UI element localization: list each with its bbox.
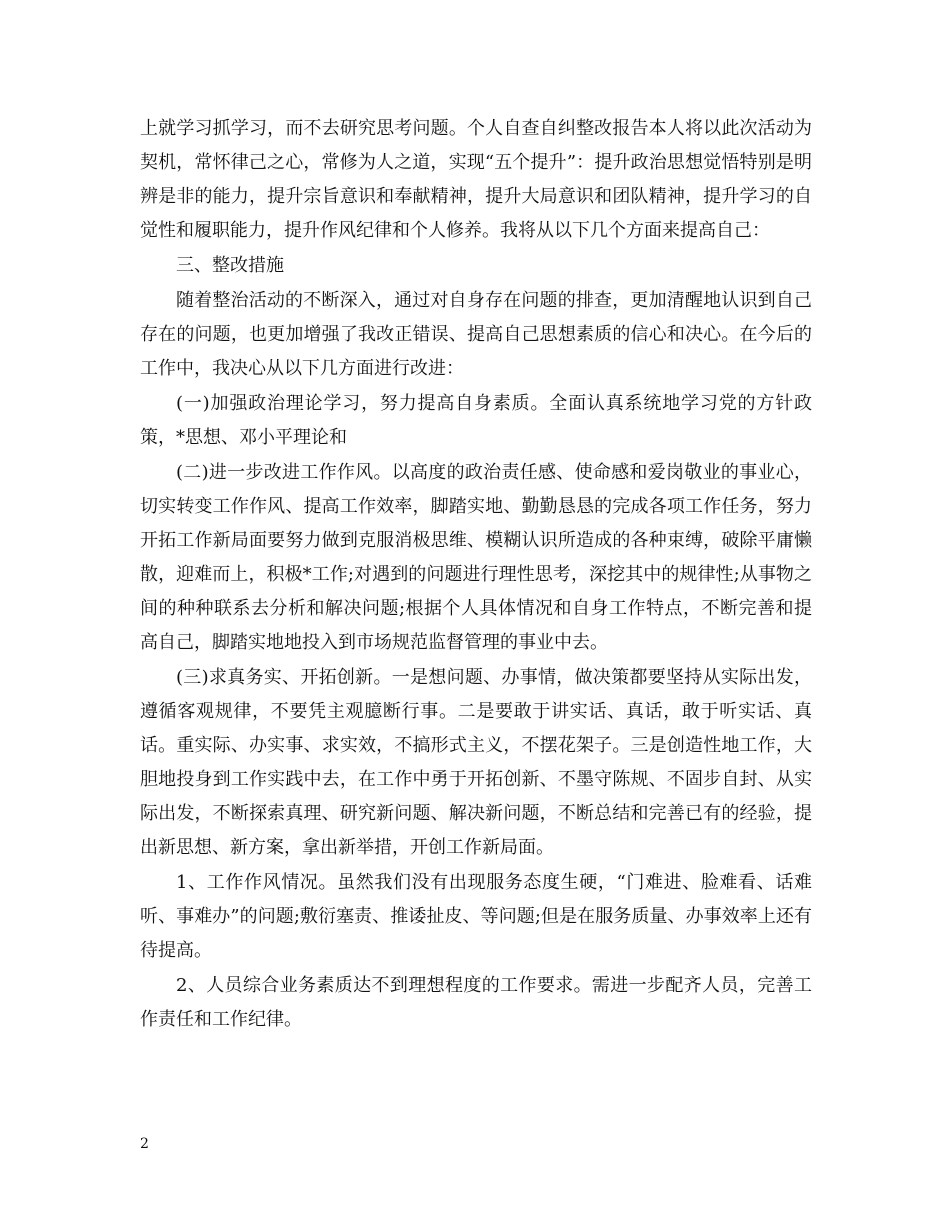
paragraph-issue-1: 1、工作作风情况。虽然我们没有出现服务态度生硬，“门难进、脸难看、话难听、事难办”的问题;敷衍塞责、推诿扯皮、等问题;但是在服务质量、办事效率上还有待提高。 bbox=[140, 872, 812, 961]
section-heading-rectification: 三、整改措施 bbox=[176, 255, 284, 276]
paragraph-measure-3: (三)求真务实、开拓创新。一是想问题、办事情，做决策都要坚持从实际出发，遵循客观规律，不要凭主观臆断行事。二是要敢于讲实话、真话，敢于听实话、真话。重实际、办实事、求实效，不搞形式主义，不摆花架子。三是创造性地工作，大胆地投身到工作实践中去，在工作中勇于开拓创新、不墨守陈规、不固步自封、从实际出发，不断探索真理、研究新问题、解决新问题，不断总结和完善已有的经验，提出新思想、新方案，拿出新举措，开创工作新局面。 bbox=[140, 667, 812, 858]
document-body bbox=[140, 112, 812, 1038]
paragraph-measure-2: (二)进一步改进工作作风。以高度的政治责任感、使命感和爱岗敬业的事业心，切实转变工作作风、提高工作效率，脚踏实地、勤勤恳恳的完成各项工作任务，努力开拓工作新局面要努力做到克服消极思维、模糊认识所造成的各种束缚，破除平庸懒散，迎难而上，积极*工作;对遇到的问题进行理性思考，深挖其中的规律性;从事物之间的种种联系去分析和解决问题;根据个人具体情况和自身工作特点，不断完善和提高自己，脚踏实地地投入到市场规范监督管理的事业中去。 bbox=[140, 462, 812, 653]
paragraph-issue-2: 2、人员综合业务素质达不到理想程度的工作要求。需进一步配齐人员，完善工作责任和工作纪律。 bbox=[140, 975, 812, 1030]
page-number: 2 bbox=[140, 1136, 149, 1152]
paragraph-rectification-intro: 随着整治活动的不断深入，通过对自身存在问题的排查，更加清醒地认识到自己存在的问题，也更加增强了我改正错误、提高自己思想素质的信心和决心。在今后的工作中，我决心从以下几方面进行改进： bbox=[140, 290, 812, 379]
paragraph-measure-1: (一)加强政治理论学习，努力提高自身素质。全面认真系统地学习党的方针政策，*思想、邓小平理论和 bbox=[140, 393, 812, 448]
paragraph-intro: 上就学习抓学习，而不去研究思考问题。个人自查自纠整改报告本人将以此次活动为契机，常怀律己之心，常修为人之道，实现“五个提升”：提升政治思想觉悟特别是明辨是非的能力，提升宗旨意识和奉献精神，提升大局意识和团队精神，提升学习的自觉性和履职能力，提升作风纪律和个人修养。我将从以下几个方面来提高自己： bbox=[140, 118, 812, 241]
